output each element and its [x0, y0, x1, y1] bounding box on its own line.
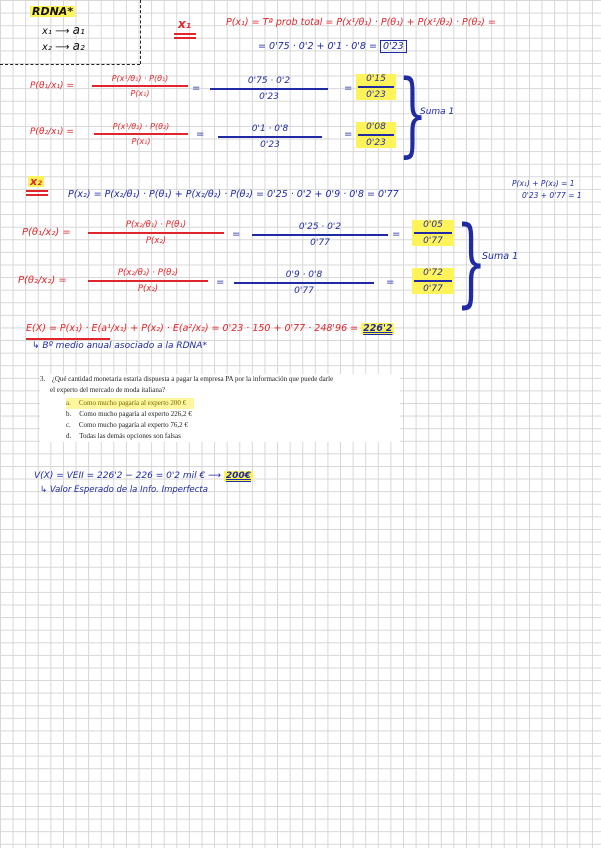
expected-value-formula: E(X) = P(x₁) · E(a¹/x₁) + P(x₂) · E(a²/x₂) = 0'23 · 150 + 0'77 · 248'96 =: [26, 323, 359, 334]
value-information-result: 200€: [225, 471, 251, 481]
formula-numerator: P(x¹/θ₂) · P(θ₂): [112, 122, 170, 131]
option-c[interactable]: [66, 420, 400, 431]
x2-side-note-2: 0'23 + 0'77 = 1: [522, 191, 582, 200]
mapping-a1: a₁: [72, 23, 85, 37]
equals-sign: =: [232, 229, 241, 240]
formula-denominator: P(x₂): [137, 283, 159, 294]
posterior-theta1-x2-result: [412, 220, 454, 246]
posterior-theta2-x2-label: P(θ₂/x₂) =: [18, 275, 67, 286]
value-information-note: ↳ Valor Esperado de la Info. Imperfecta: [40, 485, 208, 495]
option-c-text: Como mucho pagaría al experto 76,2 €: [78, 421, 188, 430]
posterior-theta1-x1-label: P(θ₁/x₁) =: [30, 81, 74, 91]
posterior-theta1-x2-formula: [88, 220, 224, 246]
x2-tag-underline: [26, 190, 48, 192]
option-b-text: Como mucho pagaría al experto 226,2 €: [79, 409, 192, 418]
mapping-x2-var: x₂: [42, 42, 52, 53]
rdna-label: RDNA*: [32, 5, 74, 18]
x1-total-probability-calc: [258, 42, 407, 52]
substitution-denominator: 0'23: [260, 139, 280, 150]
formula-numerator: P(x₂/θ₁) · P(θ₁): [125, 220, 187, 230]
equals-sign: =: [392, 229, 401, 240]
expected-value-result: 226'2: [363, 323, 393, 334]
question-line-1: ¿Qué cantidad monetaria estaría dispuesta a pagar la empresa PA por la información que puede darle: [51, 375, 334, 383]
posterior-theta2-x1-substitution: [218, 124, 322, 150]
question-text: [40, 374, 400, 396]
posterior-theta1-x1-substitution: [210, 76, 328, 102]
result-numerator: 0'05: [423, 220, 443, 230]
header-dashed-bottom: [0, 64, 140, 65]
result-denominator: 0'77: [423, 235, 443, 246]
substitution-numerator: 0'25 · 0'2: [298, 222, 342, 232]
posterior-theta1-x1-formula: [92, 74, 188, 98]
x1-total-probability: P(x₁) = Tª prob total = P(x¹/θ₁) · P(θ₁) + P(x¹/θ₂) · P(θ₂) =: [226, 17, 496, 28]
x2-total-probability: P(x₂) = P(x₂/θ₁) · P(θ₁) + P(x₂/θ₂) · P(θ₂) = 0'25 · 0'2 + 0'9 · 0'8 = 0'77: [68, 189, 399, 200]
x1-probability-result: 0'23: [380, 40, 407, 53]
equals-sign: =: [386, 277, 395, 288]
posterior-theta1-x1-result: [356, 74, 396, 100]
question-block: [40, 374, 400, 442]
x1-tag-underline-2: [174, 37, 196, 39]
option-d[interactable]: [66, 431, 400, 442]
x1-calc-text: = 0'75 · 0'2 + 0'1 · 0'8 =: [258, 41, 377, 52]
option-b-letter: b.: [66, 409, 72, 418]
option-a[interactable]: [66, 398, 194, 409]
posterior-theta1-x2-label: P(θ₁/x₂) =: [22, 227, 71, 238]
mapping-a2: a₂: [72, 39, 85, 53]
formula-denominator: P(x₁): [131, 136, 151, 146]
substitution-denominator: 0'23: [259, 91, 279, 102]
option-d-letter: d.: [66, 432, 72, 441]
posterior-theta2-x2-substitution: [234, 270, 374, 296]
header-dashed-right: [140, 0, 141, 64]
result-numerator: 0'15: [366, 74, 386, 84]
arrow-icon: ⟶: [55, 26, 73, 37]
posterior-theta2-x1-result: [356, 122, 396, 148]
substitution-numerator: 0'75 · 0'2: [247, 76, 291, 86]
posterior-theta2-x2-formula: [88, 268, 208, 294]
question-number: 3.: [40, 375, 46, 383]
question-line-2: el experto del mercado de moda italiana?: [50, 385, 166, 394]
mapping-x1: [42, 24, 85, 37]
formula-denominator: P(x₂): [145, 235, 167, 246]
formula-denominator: P(x₁): [130, 88, 150, 98]
substitution-numerator: 0'9 · 0'8: [285, 270, 323, 280]
value-information-line: [34, 472, 253, 481]
mapping-x1-var: x₁: [42, 26, 52, 37]
equals-sign: =: [344, 83, 353, 94]
equals-sign: =: [196, 129, 205, 140]
expected-value-note: ↳ Bº medio anual asociado a la RDNA*: [32, 341, 207, 351]
x1-tag: x₁: [178, 17, 191, 31]
arrow-icon: ⟶: [55, 42, 73, 53]
equals-sign: =: [192, 83, 201, 94]
result-denominator: 0'23: [366, 89, 386, 100]
posterior-theta2-x1-label: P(θ₂/x₁) =: [30, 127, 74, 137]
posterior-theta2-x1-formula: [94, 122, 188, 146]
result-denominator: 0'23: [366, 137, 386, 148]
option-c-letter: c.: [66, 421, 71, 430]
posterior-theta2-x2-result: [412, 268, 454, 294]
sum-brace: }: [398, 60, 428, 167]
posterior-theta1-x2-substitution: [252, 222, 388, 248]
option-d-text: Todas las demás opciones son falsas: [79, 432, 181, 441]
x2-side-note-1: P(x₁) + P(x₂) = 1: [512, 179, 575, 188]
formula-numerator: P(x₂/θ₂) · P(θ₂): [117, 268, 179, 278]
substitution-denominator: 0'77: [310, 237, 330, 248]
expected-value-line: [26, 324, 394, 334]
expected-value-underline: [26, 338, 110, 340]
value-information-formula: V(X) = VEII = 226'2 − 226 = 0'2 mil € ⟶: [34, 471, 222, 481]
sum-brace: }: [456, 206, 487, 318]
substitution-numerator: 0'1 · 0'8: [251, 124, 289, 134]
option-a-text: Como mucho pagaría al experto 200 €: [78, 398, 187, 407]
x1-tag-underline: [174, 33, 196, 35]
result-denominator: 0'77: [423, 283, 443, 294]
result-numerator: 0'72: [423, 268, 443, 278]
result-numerator: 0'08: [366, 122, 386, 132]
x1-sum-label: Suma 1: [420, 107, 455, 117]
equals-sign: =: [216, 277, 225, 288]
x2-sum-label: Suma 1: [482, 251, 519, 262]
option-a-letter: a.: [66, 398, 71, 407]
mapping-x2: [42, 40, 85, 53]
substitution-denominator: 0'77: [294, 285, 314, 296]
x2-tag-underline-2: [26, 194, 48, 196]
equals-sign: =: [344, 129, 353, 140]
x2-tag: x₂: [30, 175, 42, 188]
formula-numerator: P(x¹/θ₁) · P(θ₁): [111, 74, 169, 83]
option-b[interactable]: [66, 409, 400, 420]
